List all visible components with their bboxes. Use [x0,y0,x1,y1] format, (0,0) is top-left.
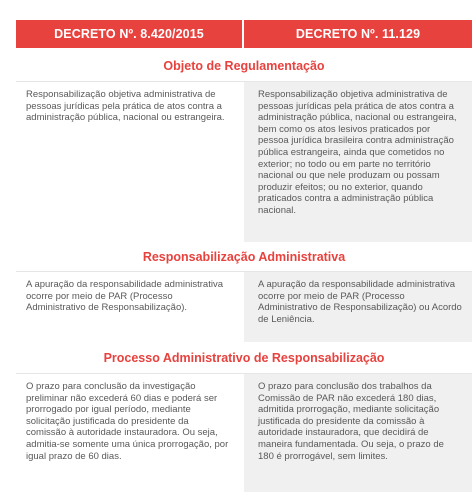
table-row [16,82,472,242]
header-decreto-11129: DECRETO Nº. 11.129 [295,27,421,41]
section-title-responsabilizacao: Responsabilização Administrativa [16,242,472,272]
table-row [16,272,472,342]
cell-objeto-11129: Responsabilização objetiva administrativa de pessoas jurídicas pela prática de atos contra a administração pública, nacional ou estrangeira, bem como os atos lesivos praticados por pessoa jurídica brasileira contra administração pública estrangeira, ainda que cometidos no exterior; no todo ou em parte no território nacional ou que nele produzam ou possam produzir efeitos; ou no exterior, quando praticados contra a administração pública nacional. [244,82,472,242]
cell-objeto-8420: Responsabilização objetiva administrativa de pessoas jurídicas pela prática de atos contra a administração pública, nacional ou estrangeira. [16,82,244,242]
cell-processo-11129: O prazo para conclusão dos trabalhos da Comissão de PAR não excederá 180 dias, admitida prorrogação, mediante solicitação justificada do presidente da comissão à autoridade instauradora, que decidirá de maneira fundamentada. Ou seja, o prazo de 180 é prorrogável, sem limites. [244,374,472,492]
cell-responsabilizacao-8420: A apuração da responsabilidade administrativa ocorre por meio de PAR (Processo Administrativo de Responsabilização). [16,272,244,342]
comparison-table [16,20,472,492]
cell-responsabilizacao-11129: A apuração da responsabilidade administrativa ocorre por meio de PAR (Processo Administrativo de Responsabilização) ou Acordo de Leniência. [244,272,472,342]
section-title-processo: Processo Administrativo de Responsabilização [16,342,472,374]
header-decreto-8420: DECRETO Nº. 8.420/2015 [16,20,244,48]
table-row [16,374,472,492]
cell-processo-8420: O prazo para conclusão da investigação preliminar não excederá 60 dias e poderá ser prorrogado por igual período, mediante solicitação justificada do presidente da comissão à autoridade instauradora. Ou seja, admitia-se somente uma única prorrogação, por igual prazo de 60 dias. [16,374,244,492]
table-header [16,20,472,50]
section-title-objeto: Objeto de Regulamentação [16,50,472,82]
